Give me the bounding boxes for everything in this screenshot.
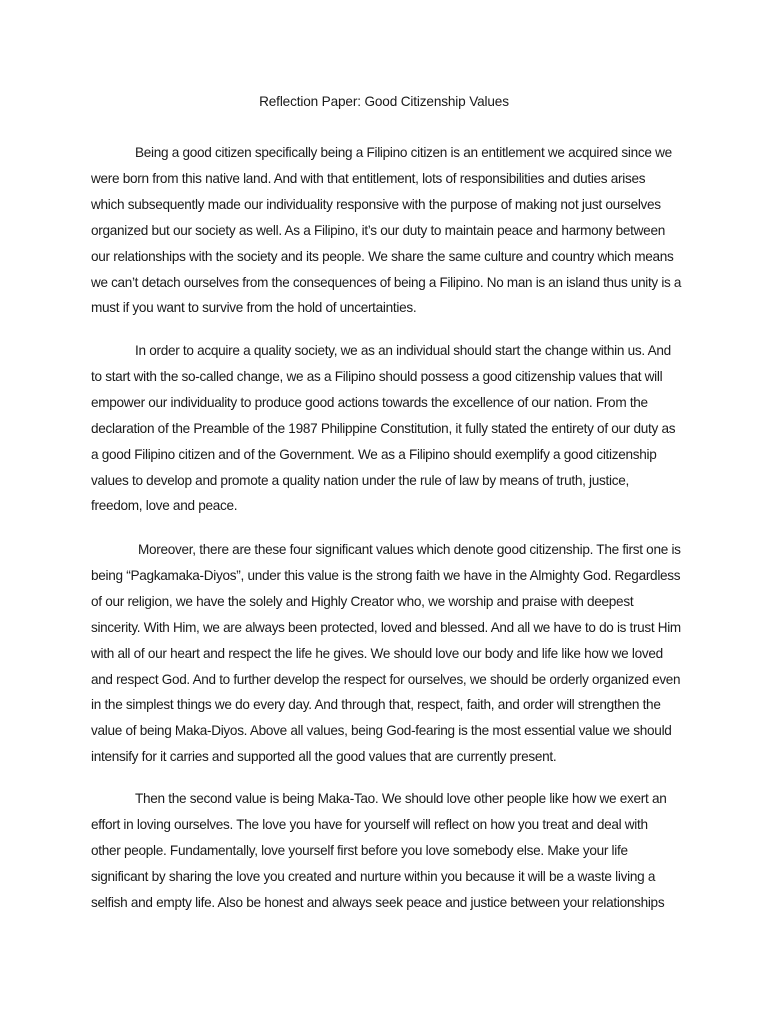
text-line: to start with the so-called change, we as a Filipino should possess a good citizenship values that will [91,368,663,384]
text-line: sincerity. With Him, we are always been protected, loved and blessed. And all we have to do is trust Him [91,619,681,635]
text-line: significant by sharing the love you created and nurture within you because it will be a waste living a [91,868,656,884]
text-line: which subsequently made our individuality responsive with the purpose of making not just ourselves [91,196,661,212]
text-line: in the simplest things we do every day. And through that, respect, faith, and order will strengthen the [91,697,661,713]
text-line: selfish and empty life. Also be honest and always seek peace and justice between your relationships [91,894,665,910]
page-title: Reflection Paper: Good Citizenship Values [259,94,509,109]
paragraph-intro [91,140,681,321]
text-line: values to develop and promote a quality nation under the rule of law by means of truth, justice, [91,472,629,488]
text-line: were born from this native land. And with that entitlement, lots of responsibilities and duties arises [91,170,646,186]
paragraph-quality-society [91,338,681,519]
text-line: being “Pagkamaka-Diyos”, under this value is the strong faith we have in the Almighty God. Regardless [91,567,681,583]
text-line: declaration of the Preamble of the 1987 Philippine Constitution, it fully stated the entirety of our duty as [91,420,676,436]
text-line: Moreover, there are these four significant values which denote good citizenship. The first one is [138,542,681,557]
text-line: a good Filipino citizen and of the Government. We as a Filipino should exemplify a good citizenship [91,446,657,462]
text-line: Then the second value is being Maka-Tao. We should love other people like how we exert an [135,791,667,806]
text-line: effort in loving ourselves. The love you have for yourself will reflect on how you treat and deal with [91,816,648,832]
text-line: of our religion, we have the solely and Highly Creator who, we worship and praise with deepest [91,593,634,609]
text-line: our relationships with the society and its people. We share the same culture and country which means [91,248,674,264]
text-line: freedom, love and peace. [91,498,238,514]
text-line: other people. Fundamentally, love yourself first before you love somebody else. Make your life [91,842,628,858]
paragraph-maka-diyos [91,537,681,770]
text-line: Being a good citizen specifically being a Filipino citizen is an entitlement we acquired since we [135,145,672,160]
text-line: value of being Maka-Diyos. Above all values, being God-fearing is the most essential value we should [91,723,672,739]
text-line: with all of our heart and respect the life he gives. We should love our body and life like how we loved [91,645,663,661]
text-line: intensify for it carries and supported all the good values that are currently present. [91,749,557,765]
text-line: empower our individuality to produce good actions towards the excellence of our nation. From the [91,394,648,410]
text-line: organized but our society as well. As a Filipino, it’s our duty to maintain peace and harmony between [91,222,665,238]
text-line: and respect God. And to further develop the respect for ourselves, we should be orderly organized even [91,671,681,687]
text-line: we can’t detach ourselves from the consequences of being a Filipino. No man is an island thus unity is a [91,274,682,290]
paragraph-maka-tao [91,786,681,916]
text-line: In order to acquire a quality society, we as an individual should start the change within us. And [135,343,671,358]
text-line: must if you want to survive from the hold of uncertainties. [91,300,417,316]
